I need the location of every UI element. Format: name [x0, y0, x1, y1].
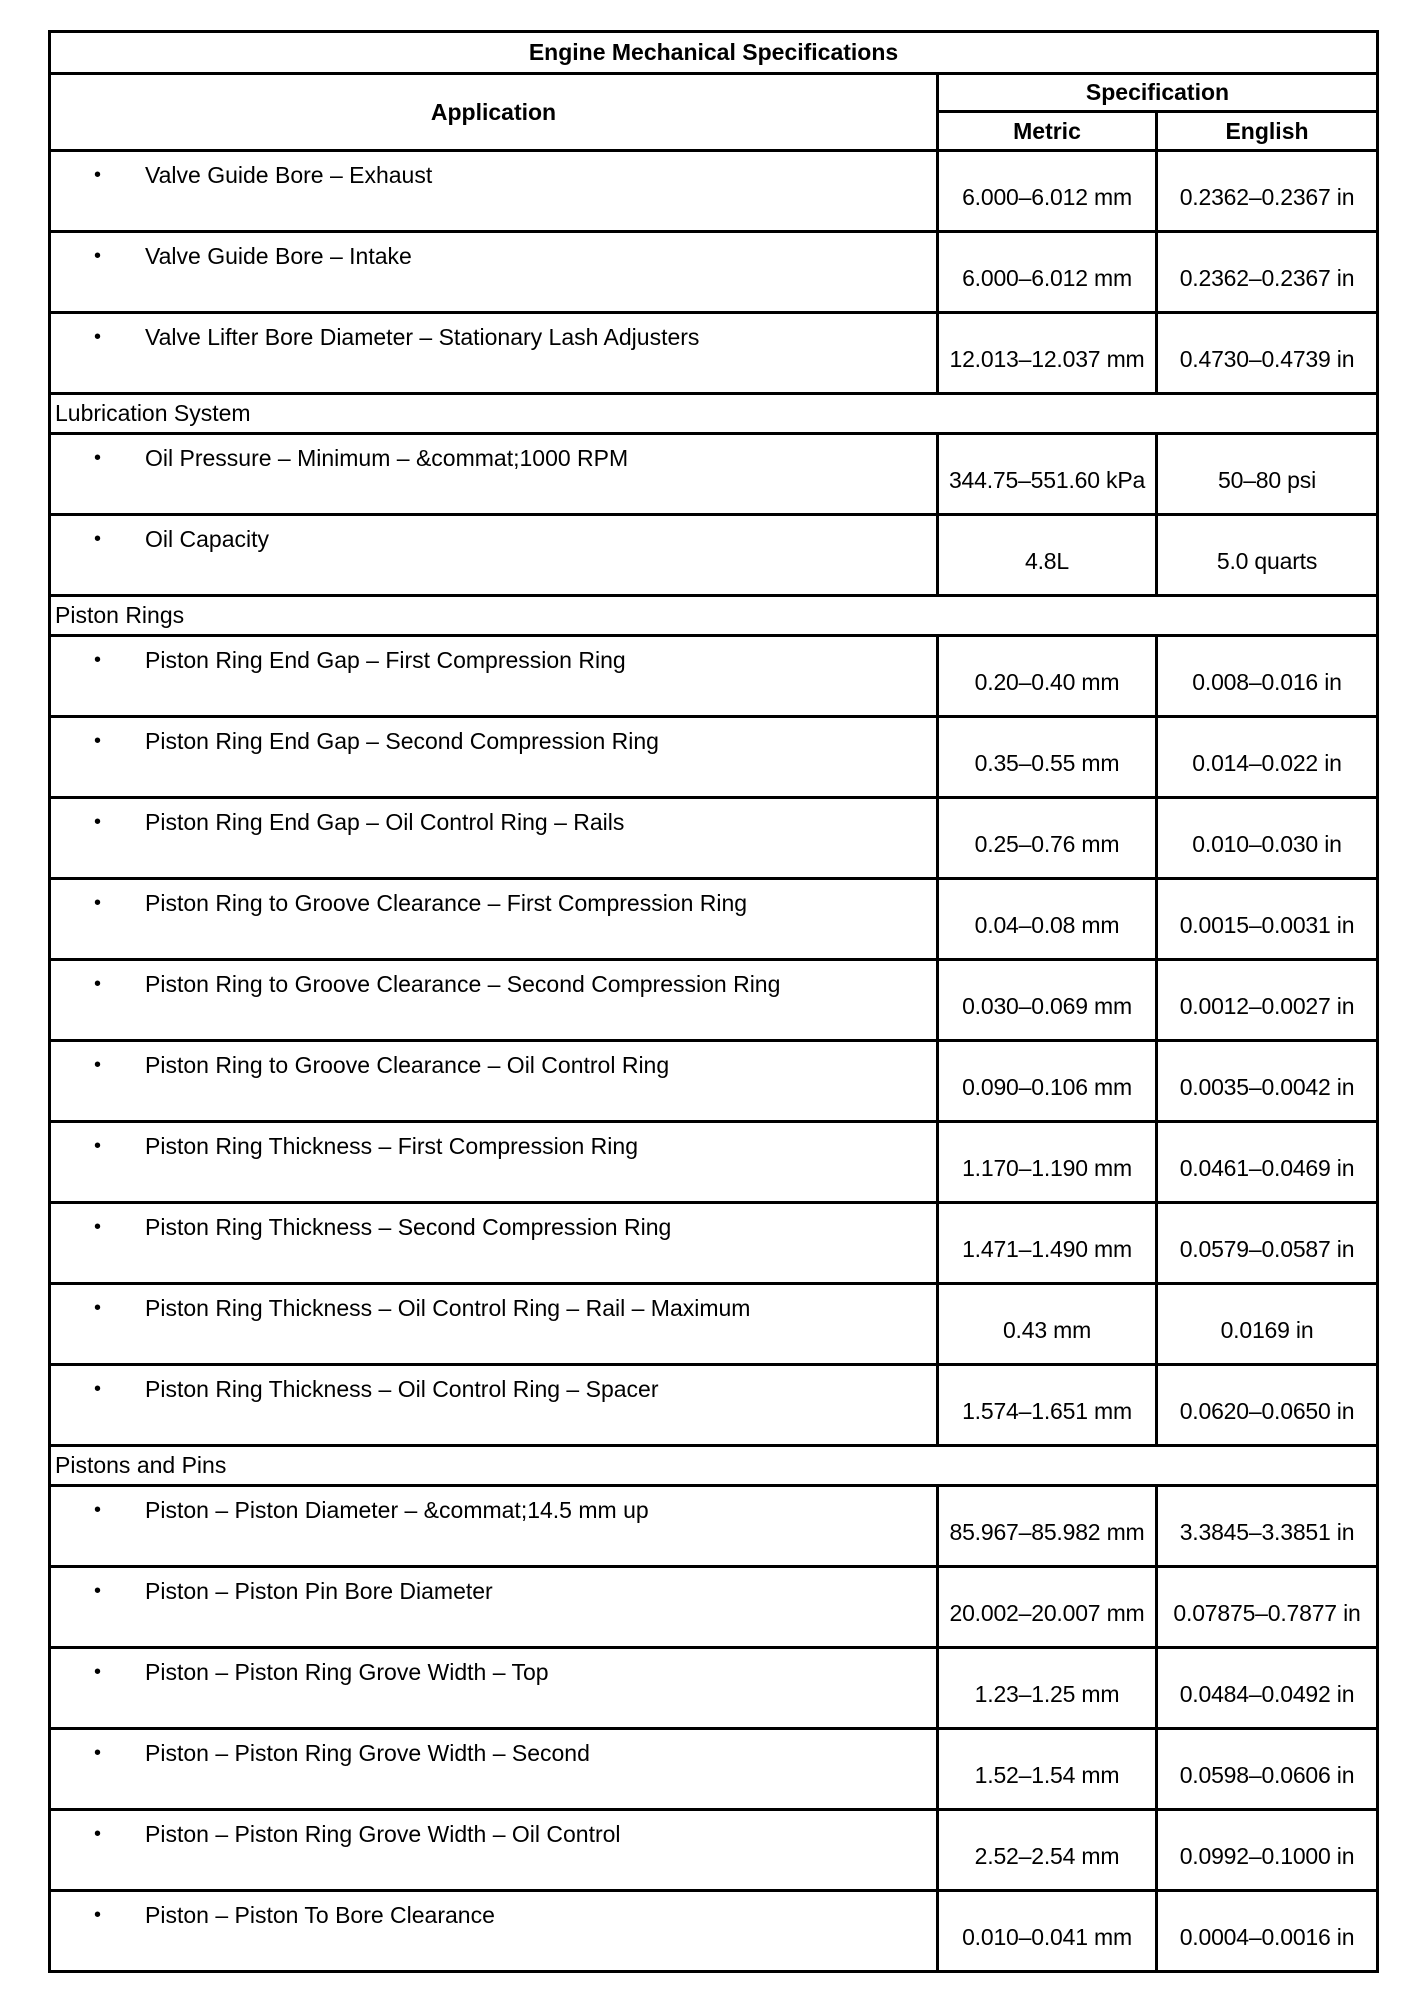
application-cell	[50, 1648, 938, 1729]
application-cell	[50, 1810, 938, 1891]
english-value: 0.010–0.030 in	[1157, 798, 1378, 879]
table-row	[50, 1365, 1378, 1446]
table-row	[50, 636, 1378, 717]
application-text: Piston Ring Thickness – Oil Control Ring – Rail – Maximum	[145, 1295, 751, 1321]
application-item	[51, 961, 936, 997]
bullet-icon: •	[93, 164, 101, 186]
title-row	[50, 32, 1378, 74]
section-row	[50, 394, 1378, 434]
application-text: Oil Pressure – Minimum – &commat;1000 RPM	[145, 445, 629, 471]
application-item	[51, 1123, 936, 1159]
application-text: Piston Ring to Groove Clearance – Second Compression Ring	[145, 971, 781, 997]
application-cell	[50, 879, 938, 960]
bullet-icon: •	[93, 1661, 101, 1683]
table-row	[50, 1648, 1378, 1729]
section-header: Piston Rings	[50, 596, 1378, 636]
section-header: Lubrication System	[50, 394, 1378, 434]
english-value: 0.07875–0.7877 in	[1157, 1567, 1378, 1648]
english-value: 0.008–0.016 in	[1157, 636, 1378, 717]
metric-value: 1.170–1.190 mm	[938, 1122, 1157, 1203]
application-text: Piston Ring End Gap – First Compression Ring	[145, 647, 626, 673]
table-row	[50, 434, 1378, 515]
application-text: Piston Ring Thickness – Second Compression Ring	[145, 1214, 672, 1240]
section-row	[50, 596, 1378, 636]
application-cell	[50, 1729, 938, 1810]
application-item	[51, 1649, 936, 1685]
application-item	[51, 314, 936, 350]
table-row	[50, 1729, 1378, 1810]
bullet-icon: •	[93, 1297, 101, 1319]
bullet-icon: •	[93, 1135, 101, 1157]
section-header: Pistons and Pins	[50, 1446, 1378, 1486]
english-value: 0.0598–0.0606 in	[1157, 1729, 1378, 1810]
application-text: Piston Ring Thickness – Oil Control Ring – Spacer	[145, 1376, 659, 1402]
application-text: Piston – Piston Ring Grove Width – Top	[145, 1659, 549, 1685]
metric-value: 6.000–6.012 mm	[938, 232, 1157, 313]
english-value: 0.4730–0.4739 in	[1157, 313, 1378, 394]
table-title: Engine Mechanical Specifications	[50, 32, 1378, 74]
metric-value: 0.04–0.08 mm	[938, 879, 1157, 960]
table-row	[50, 960, 1378, 1041]
metric-value: 4.8L	[938, 515, 1157, 596]
metric-value: 1.23–1.25 mm	[938, 1648, 1157, 1729]
metric-value: 2.52–2.54 mm	[938, 1810, 1157, 1891]
bullet-icon: •	[93, 1823, 101, 1845]
bullet-icon: •	[93, 447, 101, 469]
bullet-icon: •	[93, 1378, 101, 1400]
english-value: 0.0012–0.0027 in	[1157, 960, 1378, 1041]
metric-header: Metric	[938, 112, 1157, 151]
table-row	[50, 515, 1378, 596]
table-row	[50, 1203, 1378, 1284]
english-header: English	[1157, 112, 1378, 151]
specification-header: Specification	[938, 74, 1378, 112]
application-cell	[50, 1122, 938, 1203]
english-value: 0.2362–0.2367 in	[1157, 151, 1378, 232]
metric-value: 0.43 mm	[938, 1284, 1157, 1365]
application-text: Piston Ring End Gap – Oil Control Ring – Rails	[145, 809, 625, 835]
table-row	[50, 798, 1378, 879]
metric-value: 0.010–0.041 mm	[938, 1891, 1157, 1972]
application-cell	[50, 1486, 938, 1567]
application-text: Oil Capacity	[145, 526, 269, 552]
english-value: 5.0 quarts	[1157, 515, 1378, 596]
table-row	[50, 1891, 1378, 1972]
application-cell	[50, 717, 938, 798]
header-row	[50, 74, 1378, 112]
application-text: Piston Ring Thickness – First Compression Ring	[145, 1133, 638, 1159]
bullet-icon: •	[93, 528, 101, 550]
table-row	[50, 1486, 1378, 1567]
application-text: Piston – Piston Pin Bore Diameter	[145, 1578, 493, 1604]
application-text: Piston Ring to Groove Clearance – Oil Control Ring	[145, 1052, 670, 1078]
application-item	[51, 516, 936, 552]
metric-value: 20.002–20.007 mm	[938, 1567, 1157, 1648]
metric-value: 1.471–1.490 mm	[938, 1203, 1157, 1284]
bullet-icon: •	[93, 892, 101, 914]
metric-value: 6.000–6.012 mm	[938, 151, 1157, 232]
application-text: Valve Guide Bore – Exhaust	[145, 162, 433, 188]
application-text: Piston Ring to Groove Clearance – First Compression Ring	[145, 890, 748, 916]
english-value: 0.0461–0.0469 in	[1157, 1122, 1378, 1203]
application-item	[51, 152, 936, 188]
application-item	[51, 1042, 936, 1078]
bullet-icon: •	[93, 1904, 101, 1926]
metric-value: 344.75–551.60 kPa	[938, 434, 1157, 515]
application-text: Valve Lifter Bore Diameter – Stationary Lash Adjusters	[145, 324, 700, 350]
application-cell	[50, 1203, 938, 1284]
metric-value: 0.25–0.76 mm	[938, 798, 1157, 879]
english-value: 0.0004–0.0016 in	[1157, 1891, 1378, 1972]
table-row	[50, 879, 1378, 960]
bullet-icon: •	[93, 1580, 101, 1602]
application-item	[51, 1892, 936, 1928]
application-cell	[50, 1041, 938, 1122]
section-row	[50, 1446, 1378, 1486]
bullet-icon: •	[93, 1216, 101, 1238]
application-cell	[50, 1567, 938, 1648]
english-value: 0.0992–0.1000 in	[1157, 1810, 1378, 1891]
bullet-icon: •	[93, 1499, 101, 1521]
application-cell	[50, 151, 938, 232]
bullet-icon: •	[93, 811, 101, 833]
application-cell	[50, 1365, 938, 1446]
application-cell	[50, 434, 938, 515]
table-row	[50, 151, 1378, 232]
application-item	[51, 880, 936, 916]
table-row	[50, 313, 1378, 394]
bullet-icon: •	[93, 1054, 101, 1076]
english-value: 3.3845–3.3851 in	[1157, 1486, 1378, 1567]
application-cell	[50, 636, 938, 717]
application-cell	[50, 1284, 938, 1365]
application-text: Piston – Piston To Bore Clearance	[145, 1902, 495, 1928]
english-value: 0.0579–0.0587 in	[1157, 1203, 1378, 1284]
application-cell	[50, 515, 938, 596]
english-value: 0.2362–0.2367 in	[1157, 232, 1378, 313]
table-row	[50, 1122, 1378, 1203]
bullet-icon: •	[93, 730, 101, 752]
application-text: Piston – Piston Diameter – &commat;14.5 mm up	[145, 1497, 649, 1523]
application-cell	[50, 1891, 938, 1972]
application-item	[51, 1487, 936, 1523]
application-item	[51, 1568, 936, 1604]
application-cell	[50, 232, 938, 313]
application-header: Application	[50, 74, 938, 151]
english-value: 0.0620–0.0650 in	[1157, 1365, 1378, 1446]
application-text: Piston Ring End Gap – Second Compression Ring	[145, 728, 659, 754]
bullet-icon: •	[93, 649, 101, 671]
application-item	[51, 1730, 936, 1766]
application-text: Valve Guide Bore – Intake	[145, 243, 412, 269]
table-row	[50, 1041, 1378, 1122]
bullet-icon: •	[93, 245, 101, 267]
table-row	[50, 1284, 1378, 1365]
metric-value: 1.52–1.54 mm	[938, 1729, 1157, 1810]
metric-value: 1.574–1.651 mm	[938, 1365, 1157, 1446]
spec-table	[48, 30, 1379, 1973]
bullet-icon: •	[93, 1742, 101, 1764]
application-text: Piston – Piston Ring Grove Width – Oil Control	[145, 1821, 621, 1847]
table-row	[50, 232, 1378, 313]
application-item	[51, 1366, 936, 1402]
english-value: 0.014–0.022 in	[1157, 717, 1378, 798]
english-value: 0.0169 in	[1157, 1284, 1378, 1365]
application-text: Piston – Piston Ring Grove Width – Second	[145, 1740, 590, 1766]
application-item	[51, 1285, 936, 1321]
english-value: 0.0484–0.0492 in	[1157, 1648, 1378, 1729]
metric-value: 0.20–0.40 mm	[938, 636, 1157, 717]
table-row	[50, 1567, 1378, 1648]
application-item	[51, 718, 936, 754]
application-item	[51, 233, 936, 269]
application-item	[51, 435, 936, 471]
application-cell	[50, 313, 938, 394]
metric-value: 0.35–0.55 mm	[938, 717, 1157, 798]
application-cell	[50, 798, 938, 879]
table-row	[50, 1810, 1378, 1891]
english-value: 0.0035–0.0042 in	[1157, 1041, 1378, 1122]
bullet-icon: •	[93, 326, 101, 348]
metric-value: 12.013–12.037 mm	[938, 313, 1157, 394]
english-value: 0.0015–0.0031 in	[1157, 879, 1378, 960]
english-value: 50–80 psi	[1157, 434, 1378, 515]
application-item	[51, 799, 936, 835]
metric-value: 0.030–0.069 mm	[938, 960, 1157, 1041]
table-row	[50, 717, 1378, 798]
metric-value: 0.090–0.106 mm	[938, 1041, 1157, 1122]
application-item	[51, 637, 936, 673]
application-item	[51, 1204, 936, 1240]
application-cell	[50, 960, 938, 1041]
application-item	[51, 1811, 936, 1847]
bullet-icon: •	[93, 973, 101, 995]
metric-value: 85.967–85.982 mm	[938, 1486, 1157, 1567]
